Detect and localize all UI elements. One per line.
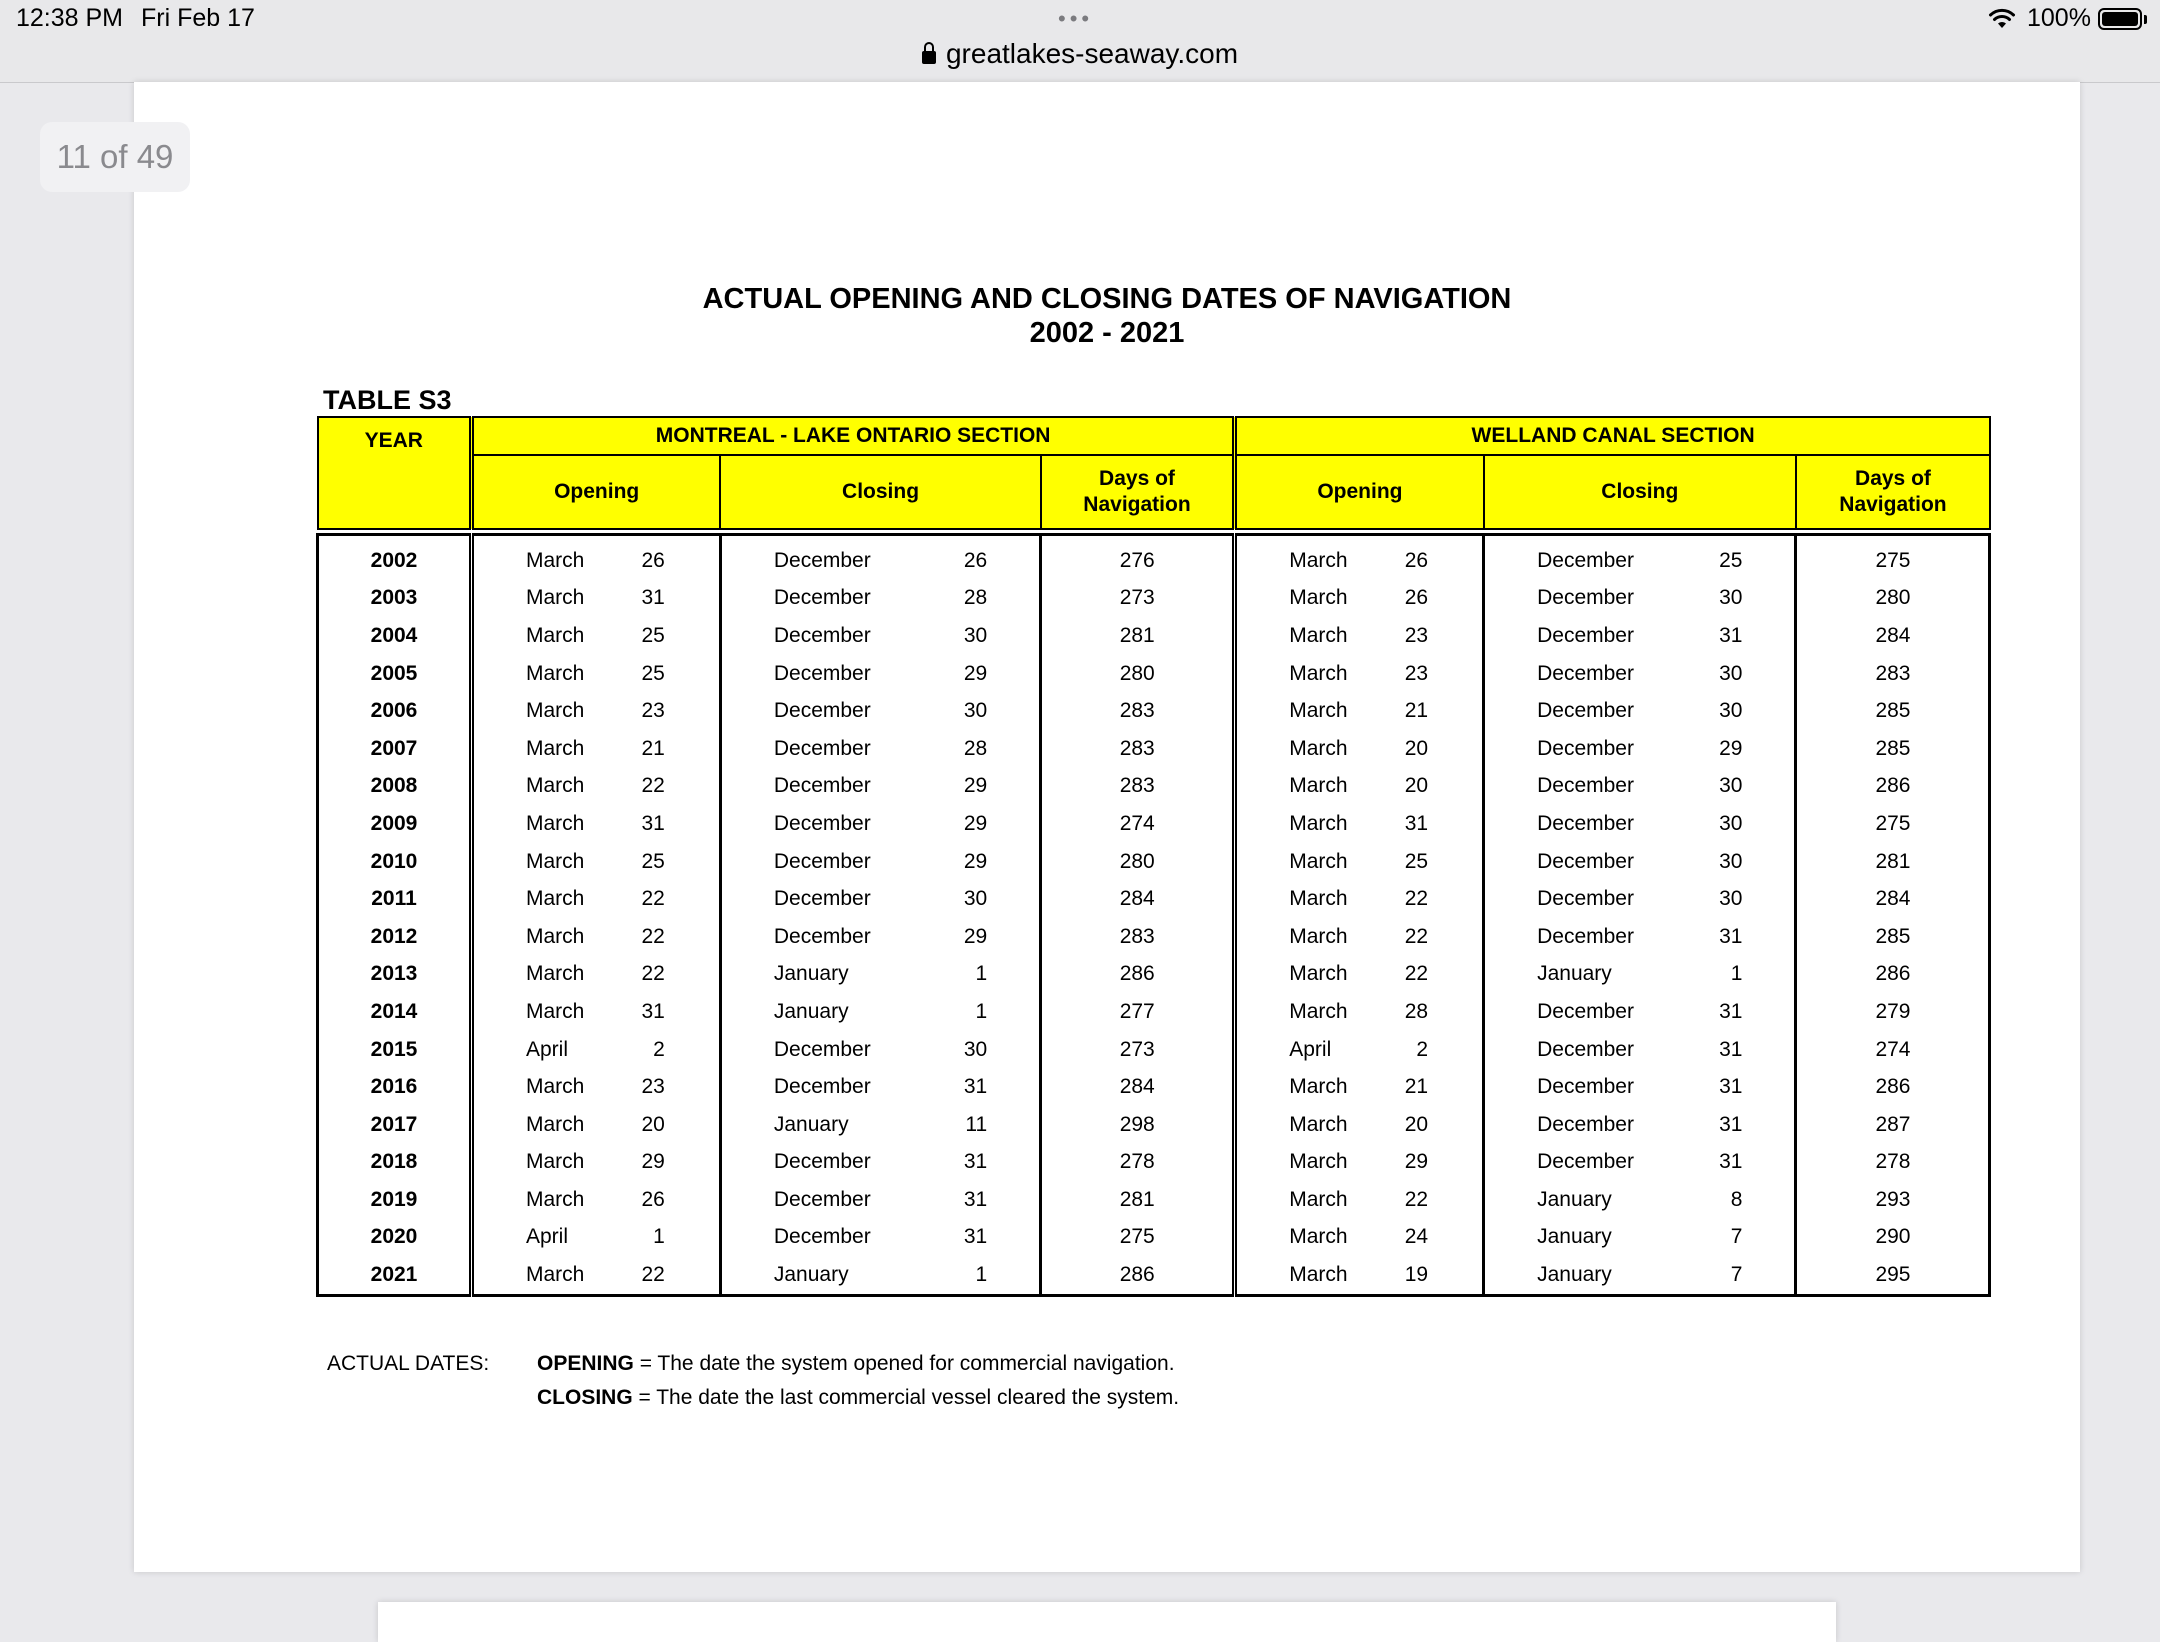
cell-wc-days: 284 bbox=[1796, 880, 1990, 918]
cell-wc-opening-month: March bbox=[1235, 843, 1348, 881]
cell-year: 2013 bbox=[318, 956, 472, 994]
cell-wc-closing-month: December bbox=[1484, 1031, 1634, 1069]
cell-wc-days: 280 bbox=[1796, 580, 1990, 618]
cell-ml-days: 278 bbox=[1041, 1144, 1235, 1182]
cell-year: 2009 bbox=[318, 805, 472, 843]
table-row bbox=[318, 1219, 1990, 1257]
cell-wc-closing-month: December bbox=[1484, 1144, 1634, 1182]
cell-year: 2008 bbox=[318, 768, 472, 806]
cell-ml-closing-day: 11 bbox=[871, 1106, 1041, 1144]
battery-percentage: 100% bbox=[2027, 4, 2091, 32]
table-row bbox=[318, 880, 1990, 918]
cell-ml-closing-day: 29 bbox=[871, 918, 1041, 956]
cell-wc-opening-day: 24 bbox=[1348, 1219, 1484, 1257]
cell-wc-days: 284 bbox=[1796, 617, 1990, 655]
battery-tip bbox=[2144, 15, 2147, 24]
cell-ml-opening-month: March bbox=[472, 880, 585, 918]
header-ml-opening: Opening bbox=[472, 455, 721, 529]
cell-year: 2012 bbox=[318, 918, 472, 956]
cell-wc-closing-month: December bbox=[1484, 843, 1634, 881]
cell-wc-closing-month: December bbox=[1484, 880, 1634, 918]
cell-wc-opening-day: 31 bbox=[1348, 805, 1484, 843]
cell-wc-closing-day: 30 bbox=[1634, 805, 1796, 843]
notes-closing bbox=[537, 1386, 1179, 1410]
cell-ml-opening-day: 1 bbox=[584, 1219, 720, 1257]
cell-wc-closing-day: 30 bbox=[1634, 655, 1796, 693]
cell-wc-opening-month: March bbox=[1235, 617, 1348, 655]
cell-wc-days: 285 bbox=[1796, 918, 1990, 956]
cell-year: 2019 bbox=[318, 1181, 472, 1219]
cell-ml-opening-month: March bbox=[472, 1144, 585, 1182]
battery-icon bbox=[2098, 8, 2142, 30]
cell-ml-closing-month: December bbox=[720, 692, 870, 730]
cell-ml-opening-month: April bbox=[472, 1219, 585, 1257]
notes-closing-def: = The date the last commercial vessel cleared the system. bbox=[638, 1386, 1180, 1409]
cell-ml-closing-day: 29 bbox=[871, 805, 1041, 843]
cell-wc-days: 287 bbox=[1796, 1106, 1990, 1144]
cell-ml-opening-month: March bbox=[472, 1256, 585, 1295]
cell-ml-days: 283 bbox=[1041, 692, 1235, 730]
cell-wc-closing-day: 30 bbox=[1634, 843, 1796, 881]
navigation-dates-table bbox=[316, 416, 1991, 1297]
cell-ml-closing-month: January bbox=[720, 956, 870, 994]
cell-year: 2020 bbox=[318, 1219, 472, 1257]
cell-year: 2005 bbox=[318, 655, 472, 693]
lock-icon bbox=[922, 51, 936, 64]
cell-wc-opening-month: March bbox=[1235, 655, 1348, 693]
cell-wc-opening-day: 22 bbox=[1348, 1181, 1484, 1219]
cell-wc-opening-month: March bbox=[1235, 1068, 1348, 1106]
status-date: Fri Feb 17 bbox=[141, 4, 255, 32]
cell-wc-days: 274 bbox=[1796, 1031, 1990, 1069]
header-days-line1: Days of bbox=[1855, 467, 1931, 490]
notes-opening-term: OPENING bbox=[537, 1352, 634, 1375]
cell-ml-days: 276 bbox=[1041, 535, 1235, 580]
table-label: TABLE S3 bbox=[323, 385, 452, 415]
cell-ml-closing-month: January bbox=[720, 1256, 870, 1295]
cell-ml-opening-month: March bbox=[472, 692, 585, 730]
cell-ml-opening-month: March bbox=[472, 730, 585, 768]
table-row bbox=[318, 730, 1990, 768]
cell-ml-closing-day: 31 bbox=[871, 1219, 1041, 1257]
cell-ml-opening-month: March bbox=[472, 1181, 585, 1219]
cell-wc-closing-day: 30 bbox=[1634, 768, 1796, 806]
cell-year: 2015 bbox=[318, 1031, 472, 1069]
cell-wc-opening-month: March bbox=[1235, 993, 1348, 1031]
cell-ml-closing-day: 1 bbox=[871, 956, 1041, 994]
cell-ml-opening-day: 26 bbox=[584, 535, 720, 580]
cell-wc-closing-day: 31 bbox=[1634, 1106, 1796, 1144]
cell-wc-opening-month: March bbox=[1235, 956, 1348, 994]
cell-wc-closing-day: 31 bbox=[1634, 617, 1796, 655]
cell-ml-closing-day: 29 bbox=[871, 843, 1041, 881]
table-row bbox=[318, 1181, 1990, 1219]
cell-wc-closing-month: December bbox=[1484, 768, 1634, 806]
table-row bbox=[318, 580, 1990, 618]
cell-wc-days: 293 bbox=[1796, 1181, 1990, 1219]
cell-ml-closing-day: 30 bbox=[871, 880, 1041, 918]
cell-ml-closing-month: December bbox=[720, 535, 870, 580]
cell-wc-days: 283 bbox=[1796, 655, 1990, 693]
cell-ml-closing-day: 28 bbox=[871, 730, 1041, 768]
url-text: greatlakes-seaway.com bbox=[945, 38, 1239, 69]
cell-wc-closing-month: December bbox=[1484, 580, 1634, 618]
cell-wc-opening-month: March bbox=[1235, 880, 1348, 918]
cell-wc-closing-day: 7 bbox=[1634, 1219, 1796, 1257]
cell-ml-closing-day: 31 bbox=[871, 1068, 1041, 1106]
page-counter: 11 of 49 bbox=[40, 122, 190, 192]
browser-top-bar bbox=[0, 0, 2160, 83]
cell-ml-days: 284 bbox=[1041, 880, 1235, 918]
cell-ml-opening-day: 22 bbox=[584, 918, 720, 956]
cell-ml-days: 286 bbox=[1041, 1256, 1235, 1295]
status-time: 12:38 PM bbox=[16, 4, 124, 32]
cell-year: 2006 bbox=[318, 692, 472, 730]
cell-ml-opening-month: March bbox=[472, 993, 585, 1031]
cell-ml-opening-day: 31 bbox=[584, 580, 720, 618]
cell-wc-closing-day: 7 bbox=[1634, 1256, 1796, 1295]
cell-ml-opening-day: 22 bbox=[584, 1256, 720, 1295]
cell-wc-opening-day: 2 bbox=[1348, 1031, 1484, 1069]
cell-ml-opening-day: 31 bbox=[584, 993, 720, 1031]
cell-wc-opening-month: March bbox=[1235, 1106, 1348, 1144]
next-document-page bbox=[378, 1602, 1836, 1642]
table-row bbox=[318, 993, 1990, 1031]
table-row bbox=[318, 655, 1990, 693]
table-row bbox=[318, 918, 1990, 956]
notes-opening-def: = The date the system opened for commercial navigation. bbox=[639, 1352, 1175, 1375]
cell-wc-closing-month: December bbox=[1484, 1068, 1634, 1106]
cell-ml-opening-day: 23 bbox=[584, 692, 720, 730]
cell-wc-opening-day: 19 bbox=[1348, 1256, 1484, 1295]
header-montreal-section: MONTREAL - LAKE ONTARIO SECTION bbox=[472, 417, 1235, 455]
cell-ml-opening-month: March bbox=[472, 805, 585, 843]
cell-ml-closing-day: 31 bbox=[871, 1181, 1041, 1219]
cell-ml-closing-month: December bbox=[720, 843, 870, 881]
table-body bbox=[318, 535, 1990, 1296]
cell-ml-days: 281 bbox=[1041, 1181, 1235, 1219]
cell-ml-opening-month: March bbox=[472, 1106, 585, 1144]
cell-wc-closing-month: December bbox=[1484, 692, 1634, 730]
header-ml-closing: Closing bbox=[720, 455, 1040, 529]
table-row bbox=[318, 535, 1990, 580]
cell-wc-opening-day: 22 bbox=[1348, 918, 1484, 956]
cell-ml-closing-month: December bbox=[720, 1144, 870, 1182]
cell-ml-days: 273 bbox=[1041, 580, 1235, 618]
cell-ml-opening-month: March bbox=[472, 617, 585, 655]
cell-ml-days: 274 bbox=[1041, 805, 1235, 843]
cell-ml-days: 277 bbox=[1041, 993, 1235, 1031]
cell-wc-opening-month: March bbox=[1235, 1181, 1348, 1219]
cell-wc-closing-day: 31 bbox=[1634, 918, 1796, 956]
cell-ml-closing-month: December bbox=[720, 1181, 870, 1219]
header-days-line1: Days of bbox=[1099, 467, 1175, 490]
cell-wc-opening-month: March bbox=[1235, 535, 1348, 580]
title-line-2: 2002 - 2021 bbox=[1029, 317, 1185, 349]
header-days-line2: Navigation bbox=[1839, 493, 1947, 516]
table-row bbox=[318, 956, 1990, 994]
cell-wc-closing-day: 25 bbox=[1634, 535, 1796, 580]
cell-wc-opening-month: March bbox=[1235, 692, 1348, 730]
cell-ml-closing-day: 29 bbox=[871, 768, 1041, 806]
cell-ml-opening-day: 25 bbox=[584, 843, 720, 881]
cell-ml-days: 286 bbox=[1041, 956, 1235, 994]
cell-wc-opening-month: March bbox=[1235, 1219, 1348, 1257]
cell-ml-days: 284 bbox=[1041, 1068, 1235, 1106]
cell-wc-opening-month: March bbox=[1235, 1256, 1348, 1295]
cell-year: 2002 bbox=[318, 535, 472, 580]
navigation-table bbox=[316, 416, 1991, 1297]
cell-wc-days: 275 bbox=[1796, 535, 1990, 580]
cell-ml-closing-day: 1 bbox=[871, 1256, 1041, 1295]
cell-ml-opening-month: March bbox=[472, 655, 585, 693]
cell-wc-days: 286 bbox=[1796, 956, 1990, 994]
cell-wc-opening-day: 21 bbox=[1348, 692, 1484, 730]
header-ml-days bbox=[1041, 455, 1235, 529]
notes-label: ACTUAL DATES: bbox=[327, 1352, 490, 1375]
table-row bbox=[318, 768, 1990, 806]
cell-year: 2007 bbox=[318, 730, 472, 768]
cell-wc-days: 279 bbox=[1796, 993, 1990, 1031]
header-days-line2: Navigation bbox=[1083, 493, 1191, 516]
cell-wc-closing-day: 1 bbox=[1634, 956, 1796, 994]
cell-wc-closing-month: December bbox=[1484, 655, 1634, 693]
cell-ml-days: 280 bbox=[1041, 655, 1235, 693]
cell-wc-closing-month: January bbox=[1484, 956, 1634, 994]
cell-ml-closing-month: December bbox=[720, 730, 870, 768]
cell-wc-closing-day: 31 bbox=[1634, 993, 1796, 1031]
cell-ml-opening-day: 26 bbox=[584, 1181, 720, 1219]
cell-year: 2016 bbox=[318, 1068, 472, 1106]
cell-wc-opening-day: 20 bbox=[1348, 730, 1484, 768]
cell-ml-closing-month: December bbox=[720, 768, 870, 806]
cell-year: 2014 bbox=[318, 993, 472, 1031]
notes-closing-term: CLOSING bbox=[537, 1386, 633, 1409]
cell-wc-days: 278 bbox=[1796, 1144, 1990, 1182]
cell-wc-opening-month: March bbox=[1235, 918, 1348, 956]
cell-ml-opening-month: March bbox=[472, 768, 585, 806]
cell-ml-days: 280 bbox=[1041, 843, 1235, 881]
address-bar[interactable] bbox=[0, 38, 2160, 70]
cell-ml-closing-month: January bbox=[720, 993, 870, 1031]
table-row bbox=[318, 617, 1990, 655]
cell-wc-opening-day: 22 bbox=[1348, 880, 1484, 918]
cell-ml-opening-day: 25 bbox=[584, 655, 720, 693]
cell-year: 2018 bbox=[318, 1144, 472, 1182]
cell-ml-closing-month: December bbox=[720, 617, 870, 655]
cell-ml-opening-month: March bbox=[472, 535, 585, 580]
cell-ml-opening-month: March bbox=[472, 918, 585, 956]
cell-wc-opening-month: March bbox=[1235, 580, 1348, 618]
cell-ml-days: 281 bbox=[1041, 617, 1235, 655]
cell-ml-days: 283 bbox=[1041, 730, 1235, 768]
cell-wc-closing-day: 29 bbox=[1634, 730, 1796, 768]
cell-year: 2011 bbox=[318, 880, 472, 918]
cell-ml-opening-day: 20 bbox=[584, 1106, 720, 1144]
cell-wc-opening-day: 28 bbox=[1348, 993, 1484, 1031]
cell-wc-days: 281 bbox=[1796, 843, 1990, 881]
cell-ml-opening-day: 2 bbox=[584, 1031, 720, 1069]
cell-wc-opening-day: 20 bbox=[1348, 1106, 1484, 1144]
cell-wc-days: 295 bbox=[1796, 1256, 1990, 1295]
table-row bbox=[318, 843, 1990, 881]
header-welland-section: WELLAND CANAL SECTION bbox=[1235, 417, 1990, 455]
cell-wc-opening-day: 21 bbox=[1348, 1068, 1484, 1106]
cell-wc-closing-day: 31 bbox=[1634, 1144, 1796, 1182]
cell-ml-opening-day: 21 bbox=[584, 730, 720, 768]
cell-wc-closing-day: 30 bbox=[1634, 580, 1796, 618]
cell-wc-opening-month: April bbox=[1235, 1031, 1348, 1069]
cell-ml-closing-day: 28 bbox=[871, 580, 1041, 618]
cell-ml-closing-day: 1 bbox=[871, 993, 1041, 1031]
table-row bbox=[318, 1031, 1990, 1069]
cell-ml-opening-day: 23 bbox=[584, 1068, 720, 1106]
table-row bbox=[318, 1144, 1990, 1182]
cell-wc-closing-day: 30 bbox=[1634, 880, 1796, 918]
cell-ml-days: 298 bbox=[1041, 1106, 1235, 1144]
cell-ml-closing-month: December bbox=[720, 1068, 870, 1106]
cell-ml-closing-day: 30 bbox=[871, 1031, 1041, 1069]
cell-wc-opening-day: 26 bbox=[1348, 535, 1484, 580]
cell-wc-opening-month: March bbox=[1235, 1144, 1348, 1182]
cell-ml-opening-day: 31 bbox=[584, 805, 720, 843]
more-dots-icon[interactable]: ••• bbox=[1058, 6, 1094, 31]
cell-ml-days: 283 bbox=[1041, 918, 1235, 956]
cell-ml-opening-month: March bbox=[472, 956, 585, 994]
cell-ml-days: 275 bbox=[1041, 1219, 1235, 1257]
cell-wc-closing-month: December bbox=[1484, 1106, 1634, 1144]
cell-ml-opening-month: March bbox=[472, 843, 585, 881]
cell-ml-closing-day: 30 bbox=[871, 617, 1041, 655]
cell-ml-closing-month: December bbox=[720, 580, 870, 618]
cell-wc-closing-month: December bbox=[1484, 805, 1634, 843]
notes-opening bbox=[537, 1352, 1175, 1376]
cell-ml-closing-month: January bbox=[720, 1106, 870, 1144]
cell-ml-opening-month: March bbox=[472, 580, 585, 618]
cell-wc-opening-day: 23 bbox=[1348, 655, 1484, 693]
cell-wc-opening-day: 25 bbox=[1348, 843, 1484, 881]
cell-year: 2004 bbox=[318, 617, 472, 655]
wifi-icon bbox=[1988, 6, 2016, 30]
cell-ml-closing-month: December bbox=[720, 1219, 870, 1257]
cell-wc-opening-month: March bbox=[1235, 805, 1348, 843]
cell-ml-closing-month: December bbox=[720, 1031, 870, 1069]
cell-ml-closing-month: December bbox=[720, 655, 870, 693]
table-row bbox=[318, 1068, 1990, 1106]
cell-ml-closing-day: 31 bbox=[871, 1144, 1041, 1182]
document-title bbox=[134, 282, 2080, 350]
cell-ml-closing-month: December bbox=[720, 918, 870, 956]
cell-wc-closing-day: 31 bbox=[1634, 1031, 1796, 1069]
cell-year: 2003 bbox=[318, 580, 472, 618]
cell-wc-closing-day: 30 bbox=[1634, 692, 1796, 730]
cell-wc-opening-day: 23 bbox=[1348, 617, 1484, 655]
cell-wc-opening-day: 26 bbox=[1348, 580, 1484, 618]
cell-ml-opening-month: March bbox=[472, 1068, 585, 1106]
header-wc-closing: Closing bbox=[1484, 455, 1796, 529]
cell-wc-closing-month: December bbox=[1484, 993, 1634, 1031]
table-row bbox=[318, 1106, 1990, 1144]
header-wc-days bbox=[1796, 455, 1990, 529]
cell-ml-opening-day: 25 bbox=[584, 617, 720, 655]
cell-ml-opening-day: 22 bbox=[584, 956, 720, 994]
table-row bbox=[318, 692, 1990, 730]
cell-wc-days: 290 bbox=[1796, 1219, 1990, 1257]
cell-ml-opening-day: 22 bbox=[584, 768, 720, 806]
header-wc-opening: Opening bbox=[1235, 455, 1484, 529]
cell-wc-opening-month: March bbox=[1235, 768, 1348, 806]
cell-wc-days: 286 bbox=[1796, 768, 1990, 806]
cell-ml-closing-month: December bbox=[720, 805, 870, 843]
cell-ml-closing-month: December bbox=[720, 880, 870, 918]
cell-wc-opening-day: 22 bbox=[1348, 956, 1484, 994]
cell-wc-days: 286 bbox=[1796, 1068, 1990, 1106]
cell-wc-closing-month: December bbox=[1484, 617, 1634, 655]
cell-ml-opening-month: April bbox=[472, 1031, 585, 1069]
cell-wc-days: 285 bbox=[1796, 730, 1990, 768]
title-line-1: ACTUAL OPENING AND CLOSING DATES OF NAVIGATION bbox=[702, 283, 1512, 315]
cell-wc-opening-day: 20 bbox=[1348, 768, 1484, 806]
cell-wc-opening-month: March bbox=[1235, 730, 1348, 768]
cell-wc-days: 275 bbox=[1796, 805, 1990, 843]
cell-wc-closing-month: December bbox=[1484, 918, 1634, 956]
header-year: YEAR bbox=[318, 417, 472, 529]
cell-ml-closing-day: 29 bbox=[871, 655, 1041, 693]
cell-wc-closing-day: 31 bbox=[1634, 1068, 1796, 1106]
cell-year: 2010 bbox=[318, 843, 472, 881]
cell-ml-opening-day: 22 bbox=[584, 880, 720, 918]
cell-wc-closing-month: January bbox=[1484, 1181, 1634, 1219]
cell-ml-closing-day: 30 bbox=[871, 692, 1041, 730]
cell-year: 2017 bbox=[318, 1106, 472, 1144]
cell-ml-closing-day: 26 bbox=[871, 535, 1041, 580]
cell-ml-days: 283 bbox=[1041, 768, 1235, 806]
cell-wc-closing-day: 8 bbox=[1634, 1181, 1796, 1219]
cell-wc-closing-month: January bbox=[1484, 1219, 1634, 1257]
cell-ml-opening-day: 29 bbox=[584, 1144, 720, 1182]
cell-wc-closing-month: December bbox=[1484, 730, 1634, 768]
cell-year: 2021 bbox=[318, 1256, 472, 1295]
cell-ml-days: 273 bbox=[1041, 1031, 1235, 1069]
cell-wc-closing-month: January bbox=[1484, 1256, 1634, 1295]
table-row bbox=[318, 1256, 1990, 1295]
cell-wc-closing-month: December bbox=[1484, 535, 1634, 580]
table-row bbox=[318, 805, 1990, 843]
cell-wc-days: 285 bbox=[1796, 692, 1990, 730]
cell-wc-opening-day: 29 bbox=[1348, 1144, 1484, 1182]
